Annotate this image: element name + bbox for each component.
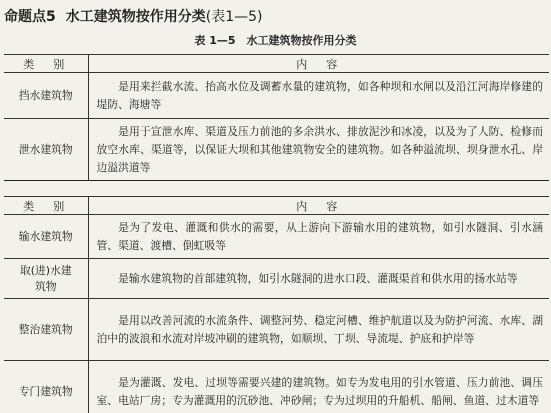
heading-table-ref: (表1—5): [205, 9, 263, 25]
section-heading: [4, 6, 549, 28]
table-row: [4, 361, 549, 413]
row-content: 是用以改善河流的水流条件、调整河势、稳定河槽、维护航道以及为防护河流、水库、湖泊中的波浪和水流对岸坡冲刷的建筑物，如顺坝、丁坝、导流堤、护底和护岸等: [88, 299, 549, 361]
table-row: [4, 299, 549, 361]
column-header-content: 内 容: [88, 197, 549, 215]
table-caption: 表 1—5 水工建筑物按作用分类: [194, 34, 357, 47]
row-category: 专门建筑物: [4, 361, 88, 413]
row-category: 泄水建筑物: [4, 119, 88, 181]
classification-table-1: [4, 54, 549, 181]
column-header-category: 类 别: [4, 197, 88, 215]
table-row: [4, 215, 549, 259]
table-row: [4, 73, 549, 119]
column-header-content: 内 容: [88, 55, 549, 73]
row-content: 是为灌溉、发电、过坝等需要兴建的建筑物。如专为发电用的引水管道、压力前池、调压室、电站厂房；专为灌溉用的沉砂池、冲砂闸；专为过坝用的升船机、船闸、鱼道、过木道等: [88, 361, 549, 413]
row-category: 输水建筑物: [4, 215, 88, 259]
table-row: [4, 259, 549, 299]
row-content: 是用来拦截水流、抬高水位及调蓄水量的建筑物，如各种坝和水闸以及沿江河海岸修建的堤防、海塘等: [88, 73, 549, 119]
row-content: 是用于宣泄水库、渠道及压力前池的多余洪水、排放泥沙和冰凌，以及为了人防、检修而放空水库、渠道等，以保证大坝和其他建筑物安全的建筑物。如各种溢流坝、坝身泄水孔、岸边溢洪道等: [88, 119, 549, 181]
heading-label: 命题点5: [4, 9, 56, 25]
table-header-row: [4, 55, 549, 73]
column-header-category: 类 别: [4, 55, 88, 73]
row-category: 挡水建筑物: [4, 73, 88, 119]
table-row: [4, 119, 549, 181]
row-category: 取(进)水建筑物: [4, 259, 88, 299]
row-content: 是输水建筑物的首部建筑物，如引水隧洞的进水口段、灌溉渠首和供水用的扬水站等: [88, 259, 549, 299]
heading-title: 水工建筑物按作用分类: [65, 9, 206, 25]
table-header-row: [4, 197, 549, 215]
row-category: 整治建筑物: [4, 299, 88, 361]
classification-table-2: [4, 196, 549, 413]
row-content: 是为了发电、灌溉和供水的需要，从上游向下游输水用的建筑物，如引水隧洞、引水涵管、渠道、渡槽、倒虹吸等: [88, 215, 549, 259]
